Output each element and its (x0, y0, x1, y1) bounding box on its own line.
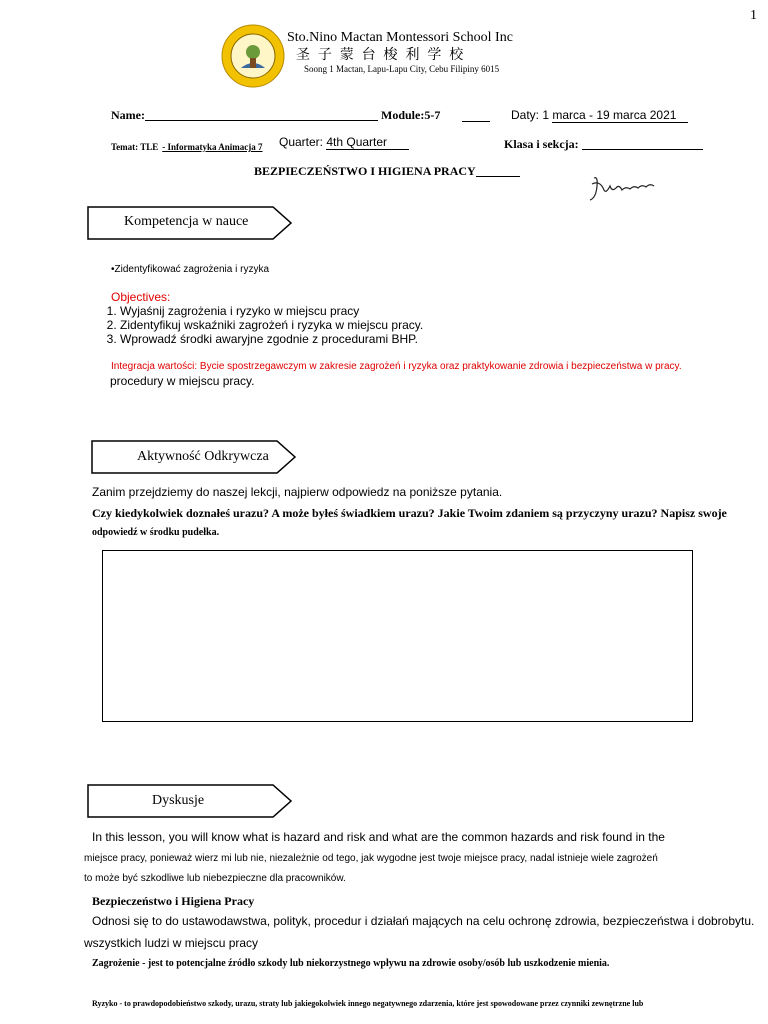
dates-value: marca - 19 marca 2021 (552, 108, 688, 123)
discussion-line3: to może być szkodliwe lub niebezpieczne dla pracowników. (84, 873, 346, 884)
dates-field (511, 108, 688, 123)
objective-item: 2. Zidentyfikuj wskaźniki zagrożeń i ryzyka w miejscu pracy. (120, 318, 423, 332)
discussion-line1: In this lesson, you will know what is hazard and risk and what are the common hazards and risk found in the (92, 830, 665, 844)
topic-value: - Informatyka Animacja 7 (162, 142, 263, 152)
quarter-value: 4th Quarter (326, 135, 409, 150)
discussion-heading (87, 784, 293, 818)
name-label: Name: (111, 108, 145, 122)
bhp-line2: wszystkich ludzi w miejscu pracy (84, 936, 259, 950)
competence-bullet: •Zidentyfikować zagrożenia i ryzyka (111, 264, 270, 275)
bhp-heading: Bezpieczeństwo i Higiena Pracy (92, 894, 255, 908)
discussion-line2: miejsce pracy, ponieważ wierz mi lub nie, niezależnie od tego, jak wygodne jest twoje miejsce pracy, nadal istnieje wiele zagrożeń (84, 853, 658, 864)
signature (586, 172, 658, 204)
module-blank (462, 121, 490, 122)
page-number: 1 (750, 8, 757, 23)
topic-field (111, 137, 263, 155)
competence-heading (87, 206, 293, 240)
module-label: Module:5-7 (381, 108, 441, 122)
discovery-heading (91, 440, 297, 474)
hazard-definition: Zagrożenie - jest to potencjalne źródło szkody lub niekorzystnego wpływu na zdrowie osoby/osób lub uszkodzenie mienia. (92, 958, 610, 969)
topic-label: Temat: TLE (111, 142, 159, 152)
values-integration: Integracja wartości: Bycie spostrzegawczym w zakresie zagrożeń i ryzyka oraz praktykowanie zdrowia i bezpieczeństwa w pracy. (111, 361, 682, 372)
school-chinese-name: 圣 子 蒙 台 梭 利 学 校 (296, 46, 466, 62)
quarter-field (279, 135, 409, 150)
discovery-intro: Zanim przejdziemy do naszej lekcji, najpierw odpowiedz na poniższe pytania. (92, 485, 503, 499)
values-continuation: procedury w miejscu pracy. (110, 374, 255, 388)
risk-definition: Ryzyko - to prawdopodobieństwo szkody, urazu, straty lub jakiegokolwiek innego negatywnego zdarzenia, które jest spowodowane przez czynniki zewnętrzne lub (92, 999, 644, 1008)
bhp-line1: Odnosi się to do ustawodawstwa, polityk, procedur i działań mających na celu ochronę zdrowia, bezpieczeństwa i dobrobytu. (92, 914, 755, 928)
school-logo (221, 24, 285, 88)
class-label: Klasa i sekcja: (504, 137, 579, 151)
quarter-label: Quarter: (279, 135, 324, 149)
document-title (254, 164, 520, 179)
discovery-question-cont: odpowiedź w środku pudełka. (92, 527, 220, 538)
document-title-text: BEZPIECZEŃSTWO I HIGIENA PRACY (254, 164, 476, 178)
objectives-list (100, 304, 423, 346)
name-field[interactable] (111, 108, 378, 123)
discovery-heading-text: Aktywność Odkrywcza (137, 449, 269, 464)
dates-label: Daty: 1 (511, 108, 550, 122)
school-address: Soong 1 Mactan, Lapu-Lapu City, Cebu Filipiny 6015 (304, 64, 500, 74)
discovery-question: Czy kiedykolwiek doznałeś urazu? A może byłeś świadkiem urazu? Jakie Twoim zdaniem są przyczyny urazu? Napisz swoje (92, 506, 727, 520)
objective-item: 3. Wprowadź środki awaryjne zgodnie z procedurami BHP. (120, 332, 423, 346)
discussion-heading-text: Dyskusje (152, 793, 205, 808)
competence-heading-text: Kompetencja w nauce (124, 214, 249, 229)
answer-box[interactable] (102, 550, 693, 722)
objectives-heading: Objectives: (111, 290, 171, 304)
class-field[interactable] (504, 137, 703, 152)
school-name: Sto.Nino Mactan Montessori School Inc (287, 30, 513, 45)
objective-item: 1. Wyjaśnij zagrożenia i ryzyko w miejscu pracy (120, 304, 423, 318)
